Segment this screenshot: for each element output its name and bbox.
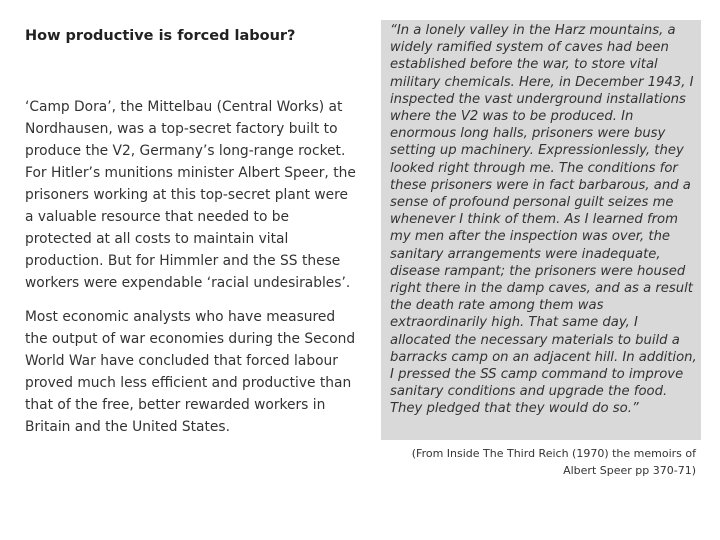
quote-source: (From Inside The Third Reich (1970) the memoirs of Albert Speer pp 370-71) — [411, 447, 696, 477]
paragraph-camp-dora: ‘Camp Dora’, the Mittelbau (Central Works) at Nordhausen, was a top-secret factory built to produce the V2, Germany’s long-range rocket. For Hitler’s munitions minister Albert Speer, the prisoners working at this top-secret plant were a valuable resource that needed to be protected at all costs to maintain vital production. But for Himmler and the SS these workers were expendable ‘racial undesirables’. — [25, 99, 356, 291]
paragraph-economic-analysts: Most economic analysts who have measured the output of war economies during the Second World War have concluded that forced labour proved much less efficient and productive than that of the free, better rewarded workers in Britain and the United States. — [25, 309, 356, 435]
speer-quote: “In a lonely valley in the Harz mountains, a widely ramified system of caves had been established before the war, to store vital military chemicals. Here, in December 1943, I inspected the vast underground installations where the V2 was to be produced. In enormous long halls, prisoners were busy setting up machinery. Expressionlessly, they looked right through me. The conditions for these prisoners were in fact barbarous, and a sense of profound personal guilt seizes me whenever I think of them. As I learned from my men after the inspection was over, the sanitary arrangements were inadequate, disease rampant; the prisoners were housed right there in the damp caves, and as a result the death rate among them was extraordinarily high. That same day, I allocated the necessary materials to build a barracks camp on an adjacent hill. In addition, I pressed the SS camp command to improve sanitary conditions and upgrade the food. They pledged that they would do so.” — [390, 23, 697, 417]
body-text — [25, 96, 360, 450]
slide-title: How productive is forced labour? — [25, 28, 296, 44]
